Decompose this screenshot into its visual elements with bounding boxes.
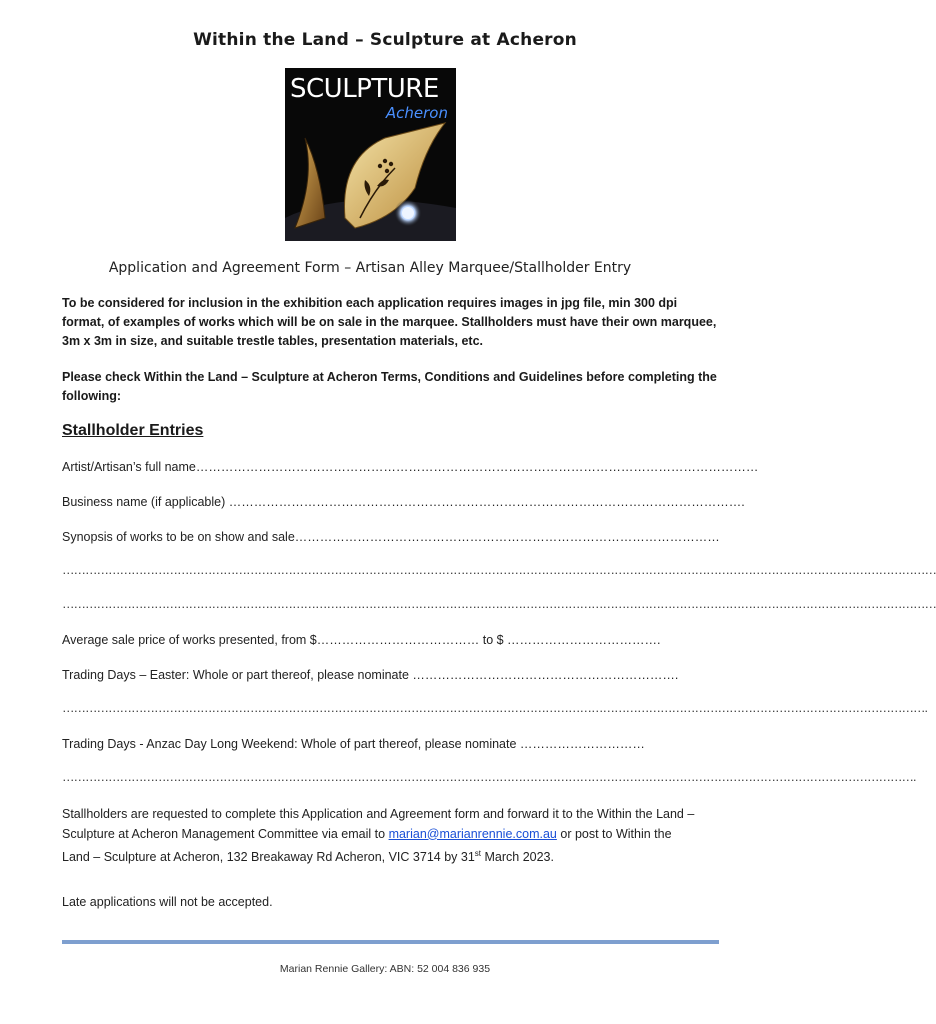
business-name-field[interactable]: Business name (if applicable) ……………………………………………………………………………………………………………. — [62, 495, 745, 509]
late-notice: Late applications will not be accepted. — [62, 895, 273, 909]
easter-trading-field[interactable]: Trading Days – Easter: Whole or part thereof, please nominate ………………………………………………………. — [62, 668, 679, 682]
instructions-text-end: March 2023. — [481, 850, 554, 865]
average-price-field[interactable]: Average sale price of works presented, from $………………………………… to $ ………………………………. — [62, 633, 661, 647]
instructions-text-start: Stallholders are requested to complete this Application and Agreement form and forward it to the Within the Land – Sculpture at Acheron Management Committee via email to — [62, 807, 695, 841]
logo-subtext: Acheron — [385, 104, 448, 122]
synopsis-blank-line-1[interactable]: ………………………………………………………………………………………………………………………………………………………………………………………………………… — [62, 563, 936, 577]
section-heading: Stallholder Entries — [62, 422, 204, 439]
synopsis-field[interactable]: Synopsis of works to be on show and sale………………………………………………………………………………………… — [62, 530, 720, 544]
easter-blank-line[interactable]: ………………………………………………………………………………………………………………………………………………………………………………………………………. — [62, 701, 927, 715]
instructions-text-address: or post to Within the Land – Sculpture at Acheron, 132 Breakaway Rd Acheron, VIC 3714 by 31 — [62, 826, 672, 865]
anzac-trading-field[interactable]: Trading Days - Anzac Day Long Weekend: Whole of part thereof, please nominate ………………………… — [62, 737, 645, 751]
requirements-paragraph: To be considered for inclusion in the exhibition each application requires images in jpg file, min 300 dpi format, of examples of works which will be on sale in the marquee. Stallholders must have their own marquee, 3m x 3m in size, and suitable trestle tables, presentation materials, etc. — [62, 296, 717, 348]
email-link[interactable]: marian@marianrennie.com.au — [388, 826, 557, 841]
footer-divider — [62, 940, 719, 944]
sculpture-acheron-logo — [285, 68, 456, 241]
artist-name-field[interactable]: Artist/Artisan’s full name……………………………………………………………………………………………………………………… — [62, 460, 759, 474]
date-suffix: st — [474, 849, 482, 858]
page-title: Within the Land – Sculpture at Acheron — [193, 30, 577, 50]
footer-text: Marian Rennie Gallery: ABN: 52 004 836 935 — [279, 963, 491, 975]
anzac-blank-line[interactable]: ……………………………………………………………………………………………………………………………………………………………………………………………………. — [62, 770, 916, 784]
form-subtitle: Application and Agreement Form – Artisan Alley Marquee/Stallholder Entry — [108, 260, 632, 276]
synopsis-blank-line-2[interactable]: ………………………………………………………………………………………………………………………………………………………………………………………………………… — [62, 597, 936, 611]
logo-wordmark: SCULPTURE — [290, 74, 439, 104]
terms-paragraph: Please check Within the Land – Sculpture at Acheron Terms, Conditions and Guidelines before completing the following: — [62, 370, 717, 403]
submission-instructions — [62, 805, 702, 868]
